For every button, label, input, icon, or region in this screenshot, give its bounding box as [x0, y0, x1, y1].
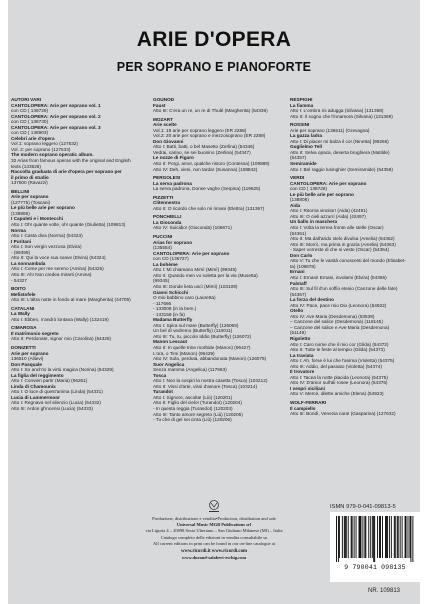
catalog-entry: Vol.1: 19 arie per soprano leggero (ER 2288) [153, 127, 247, 133]
catalog-heading: Raccolta graduata di arie d'opera per soprano per [11, 169, 122, 175]
publisher-footer [68, 500, 360, 561]
catalog-number: NR. 109813 [368, 588, 401, 594]
catalog-entry: (54367) [290, 291, 307, 297]
catalog-entry: Un bel dì vedremo (Butterfly) (110011) [153, 328, 233, 334]
catalog-entry: Atto II: Ma dall'arido stelo divulsa (Amelia) (54362) [290, 236, 395, 242]
catalog-entry: - 133008 (in la bem.) [153, 306, 197, 312]
catalog-entry: – Canzone del salice e Ave Maria (Desdemona) [290, 324, 390, 330]
catalog-entry: Atto I: Regnava nel silenzio (Lucia) (54332) [11, 400, 101, 406]
catalog-entry: Atto III: Donde lieta uscì (Mimì) (103109) [153, 283, 238, 289]
catalog-heading: Falstaff [290, 280, 307, 286]
catalog-entry: Atto I: Son vergin vezzosa (Elvira) [11, 244, 82, 250]
catalog-column-3 [290, 97, 420, 417]
catalog-heading: WOLF-FERRARI [290, 399, 327, 405]
catalog-entry: Atto I: Signore, ascolta! (Liù) (120201) [153, 394, 233, 400]
catalog-heading: CANTOLOPERA: Arie per soprano vol. 1 [11, 102, 101, 108]
footer-website-durand: www.durand-salabert-eschig.com [181, 555, 247, 561]
catalog-heading: The modern soprano operatic album. [11, 152, 94, 158]
catalog-entry: texts (133628) [11, 163, 41, 169]
catalog-heading: La figlia del reggimento [11, 372, 64, 378]
catalog-entry: (138885) [11, 210, 30, 216]
catalog-heading: I Puritani [11, 238, 32, 244]
catalog-entry: (135584) [153, 245, 172, 251]
barcode-bars-icon [334, 516, 416, 564]
catalog-heading: La bohème [153, 261, 178, 267]
catalog-entry: (138808) [290, 197, 309, 203]
catalog-heading: Aida [290, 202, 301, 208]
catalog-heading: BOITO [11, 286, 26, 292]
catalog-entry: Atto I: Batti, batti, o bel Masetto (Zerlina) (54346) [153, 144, 255, 150]
catalog-heading: La gazza ladra [290, 133, 323, 139]
catalog-entry: – Canzone del salice (Desdemona) (118145) [290, 319, 383, 325]
catalog-entry: Atto III: Bondì, Venezia cara! (Gasparina) (127632) [290, 411, 396, 417]
catalog-entry: Atto IV: D'amor sull'ali rosee (Leonora) (54376) [290, 380, 388, 386]
catalog-entry: - Saper vorreste di che si veste (Oscar) (54364) [290, 247, 389, 253]
catalog-heading: RESPIGHI [290, 97, 313, 102]
catalog-entry: Atto II: Porgi, amor, qualche ristoro (Contessa) (109889) [153, 161, 270, 167]
catalog-heading: Arias for soprano [153, 239, 193, 245]
catalog-heading: Don Carlo [290, 252, 313, 258]
catalog-entry: Atto II: Perdonate, signor mio (Carolina) (54328) [11, 336, 112, 342]
catalog-heading: Arie scelte [153, 122, 177, 128]
catalog-entry: Atto II: Tutte le feste al tempio (Gilda) (54373) [290, 347, 385, 353]
catalog-entry: Vol.2: 20 arie per soprano e mezzosoprano (ER 2289) [153, 133, 266, 139]
catalog-entry: La serva padrona, Donne vaghe (Serpina) (119625) [153, 186, 261, 192]
catalog-entry: con CD ( 138730) [11, 119, 48, 125]
catalog-entry: Atto V: Mercé, dilette amiche (Elena) (54923) [290, 391, 384, 397]
catalog-entry: - (99399) [11, 249, 31, 255]
catalog-heading: Un ballo in maschera [290, 219, 338, 225]
catalog-entry: - Tu che di gel sei cinta (Liù) (120206) [153, 417, 232, 423]
catalog-heading: Mefistofele [11, 291, 36, 297]
catalog-entry: Atto I: Di piacer mi balza il cor (Ninetta) (99266) [290, 138, 389, 144]
catalog-entry: Atto II: Vissi d'arte, vissi d'amore (Tosca) (103214) [153, 383, 258, 389]
catalog-entry: Atto III: O cieli azzurri (Aida) (42497) [290, 213, 366, 219]
catalog-entry: Atto I: Casta diva (Norma) (54323) [11, 233, 83, 239]
catalog-heading: I vespri siciliani [290, 385, 325, 391]
catalog-entry: Atto II: Figlio del cielo! (Turandot) (120204) [153, 400, 242, 406]
catalog-heading: Ernani [290, 269, 305, 275]
catalog-heading: Madama Butterfly [153, 317, 193, 323]
catalog-heading: Celebri arie d'opera [11, 135, 55, 141]
catalog-heading: Manon Lescaut [153, 339, 188, 345]
catalog-heading: Don Giovanni [153, 138, 184, 144]
catalog-entry: (51149) [290, 330, 306, 336]
catalog-entry: Atto I: L'ombra mi adugga (Silvana) (131368) [290, 108, 384, 114]
back-cover-page [8, 0, 420, 604]
catalog-entry: - In questa reggia (Turandot) (120203) [153, 405, 233, 411]
catalog-entry: Atto I: Volta la terrea fronte alle stelle (Oscar) [290, 225, 384, 231]
catalog-heading: Semiramide [290, 161, 317, 167]
barcode [330, 512, 420, 582]
ismn-code: ISMN 979-0-041-09813-5 [330, 504, 396, 510]
catalog-entry: Atto II: O ricordo che solo mi rimani (Elettra) (131367) [153, 205, 265, 211]
catalog-heading: CIMAROSA [11, 325, 37, 331]
catalog-entry: - 54327 [11, 277, 27, 283]
catalog-entry: Vol.1: soprano leggero (127532) [11, 141, 78, 147]
catalog-heading: Linda di Chamounix [11, 383, 56, 389]
catalog-entry: con CD ( 138728) [290, 186, 327, 192]
catalog-entry: con CD ( 138903) [11, 130, 48, 136]
catalog-column-2 [153, 97, 283, 423]
catalog-entry: con CD ( 138729) [11, 108, 48, 114]
catalog-heading: PIZZETTI [153, 194, 174, 200]
catalog-entry: (54357) [290, 155, 307, 161]
catalog-heading: CANTOLOPERA: Arie per soprano vol. 3 [11, 124, 101, 130]
catalog-entry: Atto I: Mi chiamano Mimì (Mimì) (99345) [153, 267, 237, 273]
catalog-heading: La traviata [290, 352, 314, 358]
catalog-heading: MOZART [153, 116, 174, 122]
catalog-heading: il primo di studio [11, 174, 49, 180]
catalog-entry: Atto IV: Deh, vieni, non tardar (Susanna) (108842) [153, 166, 258, 172]
catalog-entry: Atto I: Ebben, n'andrò lontana (Wally) (132419) [11, 316, 109, 322]
catalog-heading: BELLINI [11, 188, 30, 194]
catalog-heading: Lucia di Lammermoor [11, 394, 60, 400]
catalog-heading: CANTOLOPERA: Arie per soprano [153, 250, 230, 256]
catalog-heading: Suor Angelica [153, 361, 185, 367]
catalog-entry: Atto I: Caro nome che il mio cor (Gilda) (54372) [290, 341, 389, 347]
catalog-entry: Atto II: Qui la voce sua soave (Elvira) (54324) [11, 255, 106, 261]
catalog-entry: Atto I: Spira sul mare (Butterfly) (126069) [153, 322, 239, 328]
catalog-heading: Otello [290, 308, 304, 314]
catalog-heading: AUTORI VARI [11, 97, 42, 102]
catalog-heading: PONCHIELLI [153, 214, 182, 220]
catalog-entry: Atto IV: Suicidio! (Gioconda) (106871) [153, 225, 232, 231]
catalog-heading: Turandot [153, 389, 173, 395]
catalog-entry: Atto III: Addio, del passato (Violetta) (54374) [290, 363, 382, 369]
catalog-entry: Atto II: Quando men vo soletta per la via (Musetta) [153, 272, 258, 278]
catalog-entry: Atto III: Ardon gl'incensi (Lucia) (54333) [11, 405, 93, 411]
catalog-heading: Gianni Schicchi [153, 289, 189, 295]
footer-address: via Liguria 4 – 20098 Sesto Ulteriano – San Giuliano Milanese (MI) – Italia [145, 528, 283, 534]
catalog-column-1 [11, 97, 141, 412]
catalog-heading: PERGOLESI [153, 175, 181, 181]
catalog-heading: Norma [11, 227, 26, 233]
catalog-entry: Atto III: C'era un re, un re di Thulé (Margherita) (54339) [153, 108, 268, 114]
catalog-heading: La Gioconda [153, 219, 182, 225]
catalog-heading: Tosca [153, 372, 167, 378]
catalog-entry: ta) (109878) [290, 263, 316, 269]
catalog-heading: ROSSINI [290, 122, 310, 128]
catalog-entry: - 133158 (in fa) [153, 311, 185, 317]
catalog-heading: Arie per soprano [11, 194, 49, 200]
catalog-entry: Atto III: Tanto amore segreto (Liù) (120205) [153, 411, 243, 417]
catalog-entry: Atto I: Convien partir (Maria) (96261) [11, 378, 88, 384]
catalog-heading: Don Pasquale [11, 361, 42, 367]
catalog-entry: Atto I: Ritorna vincitor! (Aida) (42491) [290, 208, 368, 214]
catalog-entry: Atto I: Oh! quante volte, oh! quante (Giulietta) (109813) [11, 222, 126, 228]
catalog-entry: Atto I: So anch'io la virtù magica (Norina) (54329) [11, 367, 114, 373]
footer-publisher: Universal Music MGB Publications srl [176, 522, 252, 528]
catalog-heading: Faust [153, 102, 166, 108]
catalog-heading: Le nozze di Figaro [153, 155, 194, 161]
catalog-entry: Vedrai, carino, se sei buonino (Zerlina) (54347) [153, 149, 251, 155]
catalog-heading: La sonnambula [11, 260, 46, 266]
catalog-heading: CANTOLOPERA: Arie per soprano [290, 180, 367, 186]
catalog-entry: Atto V: Tu che le vanità conoscesti del mondo (Elisabet- [290, 258, 406, 264]
catalog-heading: La serva padrona [153, 180, 192, 186]
catalog-heading: GOUNOD [153, 97, 175, 102]
footer-catalogue-it: Catalogo completo delle edizioni in vendita consultabile su [160, 534, 268, 540]
catalog-entry: Atto I: Bel raggio lusinghier (Semiramide) (54359) [290, 166, 393, 172]
page-title: ARIE D'OPERA [136, 28, 292, 51]
catalog-entry: Atto I: Non la sospiri la nostra casetta (Tosca) (103212) [153, 378, 268, 384]
catalog-entry: L'ora, o Tirsi (Manon) (96429) [153, 350, 215, 356]
catalog-entry: Atto III: Tu, tu, piccolo Iddio (Butterfly) (126072) [153, 333, 252, 339]
catalog-entry: (54361) [290, 230, 307, 236]
catalog-heading: I Capuleti e i Montecchi [11, 216, 64, 222]
catalog-heading: Le più belle arie per soprano [11, 205, 75, 211]
catalog-entry: Atto IV: Pace, pace mio Dio (Leonora) (54922) [290, 302, 387, 308]
catalog-entry: Atto II: In quelle trine morbide (Manon) (96427) [153, 344, 251, 350]
catalog-heading: PUCCINI [153, 234, 173, 240]
footer-websites: www.ricordi.it www.ricordi.com [181, 549, 247, 555]
catalog-heading: Rigoletto [290, 335, 311, 341]
catalog-entry: 32 Arias from famous operas with the original and English [11, 158, 131, 164]
catalog-heading: CANTOLOPERA: Arie per soprano vol. 2 [11, 113, 101, 119]
catalog-entry: Atto I: Come per me sereno (Amina) (54326) [11, 266, 104, 272]
footer-catalogue-en: All current editions in print can be found in our on-line catalogue at [153, 540, 275, 546]
catalog-entry: Atto III: L'altra notte in fondo al mare (Margherita) (44709) [11, 297, 131, 303]
catalog-heading: La Wally [11, 311, 30, 317]
page-subtitle: PER SOPRANO E PIANOFORTE [116, 60, 312, 74]
catalog-entry: 136510 (Allievi) [11, 356, 44, 362]
footer-production: Produzione, distribuzione e vendita•Production, distribution and sale [152, 516, 276, 521]
catalog-heading: La fiamma [290, 102, 314, 108]
catalog-entry: Atto III: Morrò, ma prima in grazia (Amelia) (54363) [290, 241, 396, 247]
catalog-entry: Arie per soprano (136511) (Grevagna) [290, 127, 370, 133]
catalog-entry: O mio babbino caro (Lauretta) [153, 295, 216, 301]
catalog-entry: Atto II: Il sogno che l'innamora (Silvana) (131369) [290, 113, 393, 119]
catalog-heading: Clitennestra [153, 200, 181, 206]
barcode-digits: 9 790041 098135 [344, 564, 406, 571]
catalog-entry: Vol. 2: per soprano (127533) [11, 146, 71, 152]
catalog-heading: Il trovatore [290, 369, 315, 375]
catalog-entry: (127775) (Toscani) [11, 199, 51, 205]
catalog-heading: Arie per soprano [11, 350, 49, 356]
catalog-entry: Atto I: O luce di quest'anima (Linda) (54331) [11, 389, 103, 395]
catalog-heading: Il matrimonio segreto [11, 330, 59, 336]
catalog-entry: Atto III: Ah! Non credea mirarti (Amina) [11, 271, 92, 277]
catalog-entry: (99345) [153, 278, 170, 284]
catalog-entry: Atto III: Sul fil d'un soffio etesio (Canzone delle fate) [290, 286, 398, 292]
catalog-heading: La forza del destino [290, 297, 335, 303]
catalog-entry: Senza mamma (Angelica) (117663) [153, 367, 227, 373]
catalog-entry: Atto I: Ah, forse è lui che l'anima (Violetta) (54375) [290, 358, 395, 364]
catalog-heading: Le più belle arie per soprano [290, 191, 354, 197]
catalog-entry: Atto IV: Sola, perduta, abbandonata (Manon) (126075) [153, 356, 267, 362]
catalog-entry: Atto I: Ernani! Ernani, involami (Elvira) (54366) [290, 274, 387, 280]
catalog-heading: VERDI [290, 175, 305, 181]
catalog-entry: - 117666 [153, 300, 172, 306]
catalog-heading: CATALANI [11, 305, 35, 311]
catalog-entry: 137600 (Ravazzi) [11, 180, 48, 186]
catalog-entry: Atto I: Tacea la notte placida (Leonora) (54375) [290, 374, 388, 380]
catalog-heading: Il campiello [290, 405, 316, 411]
catalog-entry: con CD (136727) [153, 256, 189, 262]
catalog-heading: Guglielmo Tell [290, 144, 322, 150]
catalog-entry: Atto IV: Ave Maria (Desdemona) (53539) [290, 313, 375, 319]
catalog-entry: Atto II: Selva opaca, deserta brughiera (Matilde) [290, 149, 390, 155]
catalog-heading: DONIZETTI [11, 344, 36, 350]
